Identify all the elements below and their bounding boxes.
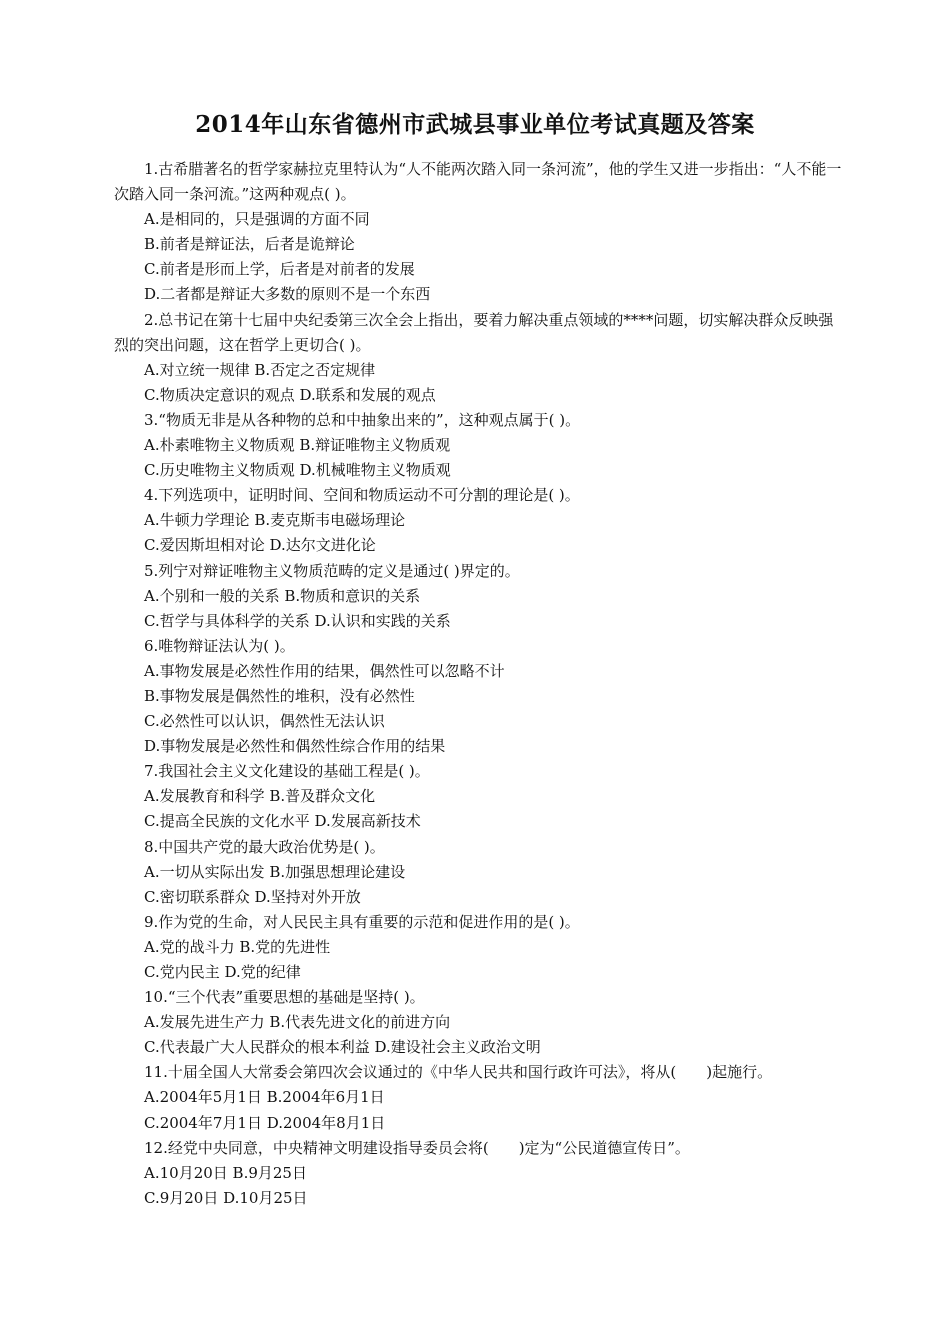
text-line: A.一切从实际出发 B.加强思想理论建设 <box>144 862 406 881</box>
document-body <box>114 157 842 1211</box>
text-line: A.是相同的，只是强调的方面不同 <box>144 210 370 229</box>
question-paragraph: 1.古希腊著名的哲学家赫拉克里特认为“人不能两次踏入同一条河流”，他的学生又进一步指出：“人不能一次踏入同一条河流。”这两种观点( )。 <box>114 160 842 204</box>
text-line: A.2004年5月1日 B.2004年6月1日 <box>144 1088 385 1107</box>
text-line: C.必然性可以认识，偶然性无法认识 <box>144 712 385 731</box>
text-line: A.事物发展是必然性作用的结果，偶然性可以忽略不计 <box>144 661 505 680</box>
text-line: A.牛顿力学理论 B.麦克斯韦电磁场理论 <box>144 511 406 530</box>
text-line: B.前者是辩证法，后者是诡辩论 <box>144 235 355 254</box>
text-line: C.党内民主 D.党的纪律 <box>144 963 301 981</box>
text-line: A.发展先进生产力 B.代表先进文化的前进方向 <box>144 1013 451 1032</box>
text-line: C.2004年7月1日 D.2004年8月1日 <box>144 1113 386 1132</box>
text-line: C.物质决定意识的观点 D.联系和发展的观点 <box>144 385 436 404</box>
text-line: 4.下列选项中，证明时间、空间和物质运动不可分割的理论是( )。 <box>144 486 580 505</box>
text-line: A.朴素唯物主义物质观 B.辩证唯物主义物质观 <box>144 436 451 455</box>
text-line: D.事物发展是必然性和偶然性综合作用的结果 <box>144 737 446 756</box>
text-line: C.哲学与具体科学的关系 D.认识和实践的关系 <box>144 611 451 630</box>
text-line: 12.经党中央同意，中央精神文明建设指导委员会将( )定为“公民道德宣传日”。 <box>144 1138 690 1157</box>
text-line: C.代表最广大人民群众的根本利益 D.建设社会主义政治文明 <box>144 1038 541 1057</box>
text-line: 11.十届全国人大常委会第四次会议通过的《中华人民共和国行政许可法》，将从( )起施行。 <box>144 1063 773 1082</box>
text-line: C.前者是形而上学，后者是对前者的发展 <box>144 260 415 279</box>
text-line: B.事物发展是偶然性的堆积，没有必然性 <box>144 686 415 705</box>
text-line: C.密切联系群众 D.坚持对外开放 <box>144 887 361 906</box>
text-line: A.发展教育和科学 B.普及群众文化 <box>144 787 376 806</box>
text-line: A.对立统一规律 B.否定之否定规律 <box>144 360 376 379</box>
document-title: 2014年山东省德州市武城县事业单位考试真题及答案 <box>195 111 755 138</box>
text-line: 5.列宁对辩证唯物主义物质范畴的定义是通过( )界定的。 <box>144 561 520 580</box>
text-line: A.党的战斗力 B.党的先进性 <box>144 937 331 956</box>
text-line: C.历史唯物主义物质观 D.机械唯物主义物质观 <box>144 461 451 480</box>
text-line: A.10月20日 B.9月25日 <box>144 1163 307 1182</box>
text-line: A.个别和一般的关系 B.物质和意识的关系 <box>144 586 421 605</box>
text-line: 6.唯物辩证法认为( )。 <box>144 636 295 655</box>
text-line: 3.“物质无非是从各种物的总和中抽象出来的”，这种观点属于( )。 <box>144 410 581 429</box>
text-line: D.二者都是辩证大多数的原则不是一个东西 <box>144 285 431 304</box>
text-line: 9.作为党的生命，对人民民主具有重要的示范和促进作用的是( )。 <box>144 912 580 931</box>
text-line: 8.中国共产党的最大政治优势是( )。 <box>144 837 385 856</box>
text-line: 10.“三个代表”重要思想的基础是坚持( )。 <box>144 988 425 1007</box>
text-line: 7.我国社会主义文化建设的基础工程是( )。 <box>144 762 430 781</box>
text-line: C.9月20日 D.10月25日 <box>144 1188 308 1207</box>
text-line: C.提高全民族的文化水平 D.发展高新技术 <box>144 812 421 831</box>
text-line: C.爱因斯坦相对论 D.达尔文进化论 <box>144 536 376 555</box>
question-paragraph: 2.总书记在第十七届中央纪委第三次全会上指出，要着力解决重点领域的****问题，切实解决群众反映强烈的突出问题，这在哲学上更切合( )。 <box>114 310 834 354</box>
